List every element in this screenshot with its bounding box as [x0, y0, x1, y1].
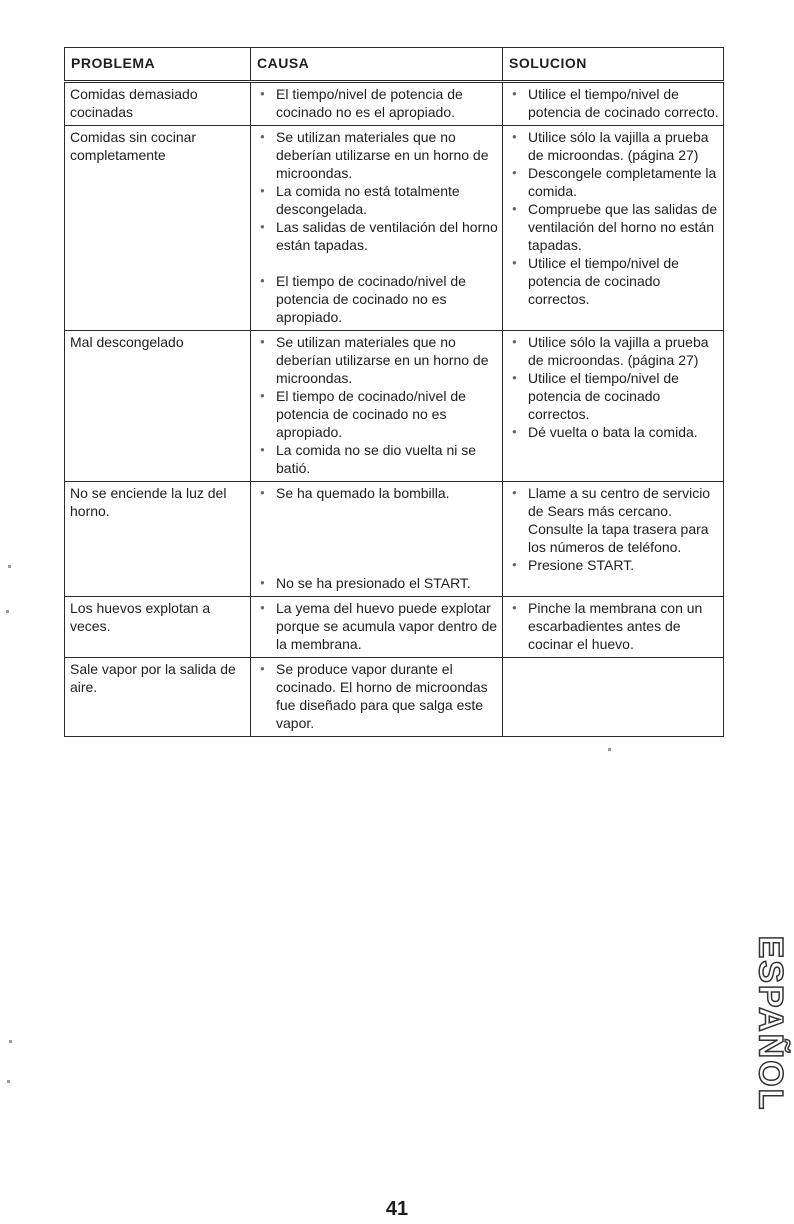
- language-label-text: ESPAÑOL: [751, 935, 790, 1111]
- cause-cell: [251, 82, 503, 126]
- solution-item: ● Dé vuelta o bata la comida.: [508, 423, 719, 441]
- cause-item: ● Se utilizan materiales que no deberían utilizarse en un horno de microondas.: [256, 128, 498, 182]
- solution-item: ● Presione START.: [508, 556, 719, 574]
- table-header-row: [65, 48, 724, 82]
- page-number: 41: [385, 1198, 409, 1220]
- cause-item: ● El tiempo de cocinado/nivel de potencia de cocinado no es apropiado.: [256, 387, 498, 441]
- scan-speck: [9, 1040, 12, 1043]
- header-solucion: SOLUCION: [503, 48, 724, 82]
- solution-cell: [503, 126, 724, 331]
- table-row: [65, 482, 724, 597]
- cause-item: ● Las salidas de ventilación del horno están tapadas.: [256, 218, 498, 254]
- solution-item: ● Descongele completamente la comida.: [508, 164, 719, 200]
- header-causa: CAUSA: [251, 48, 503, 82]
- solution-cell: [503, 331, 724, 482]
- solution-cell-empty: [503, 658, 724, 737]
- cause-item: ● El tiempo de cocinado/nivel de potencia de cocinado no es apropiado.: [256, 272, 498, 326]
- problem-cell: Comidas sin cocinar completamente: [65, 126, 251, 331]
- cause-item: ● No se ha presionado el START.: [256, 574, 498, 592]
- cause-cell: [251, 331, 503, 482]
- cause-item: ● La comida no está totalmente descongelada.: [256, 182, 498, 218]
- cause-cell: [251, 658, 503, 737]
- problem-cell: No se enciende la luz del horno.: [65, 482, 251, 597]
- scan-speck: [8, 565, 11, 568]
- language-side-label: [750, 918, 790, 1128]
- cause-item: ● La comida no se dio vuelta ni se batió.: [256, 441, 498, 477]
- table-row: [65, 126, 724, 331]
- table-row: [65, 331, 724, 482]
- problem-cell: Mal descongelado: [65, 331, 251, 482]
- solution-cell: [503, 482, 724, 597]
- solution-item: ● Pinche la membrana con un escarbadientes antes de cocinar el huevo.: [508, 599, 719, 653]
- solution-item: ● Utilice sólo la vajilla a prueba de microondas. (página 27): [508, 333, 719, 369]
- table-row: [65, 658, 724, 737]
- solution-item: ● Compruebe que las salidas de ventilación del horno no están tapadas.: [508, 200, 719, 254]
- solution-item: ● Utilice el tiempo/nivel de potencia de cocinado correcto.: [508, 85, 719, 121]
- solution-cell: [503, 82, 724, 126]
- cause-item: ● Se ha quemado la bombilla.: [256, 484, 498, 502]
- solution-item: ● Utilice el tiempo/nivel de potencia de cocinado correctos.: [508, 369, 719, 423]
- problem-cell: Sale vapor por la salida de aire.: [65, 658, 251, 737]
- solution-item: ● Utilice sólo la vajilla a prueba de microondas. (página 27): [508, 128, 719, 164]
- cause-cell: [251, 482, 503, 597]
- scan-speck: [608, 748, 611, 751]
- solution-item: ● Llame a su centro de servicio de Sears más cercano. Consulte la tapa trasera para los números de teléfono.: [508, 484, 719, 556]
- solution-cell: [503, 597, 724, 658]
- table-row: [65, 82, 724, 126]
- cause-item: ● El tiempo/nivel de potencia de cocinado no es el apropiado.: [256, 85, 498, 121]
- scan-speck: [7, 1080, 10, 1083]
- cause-cell: [251, 126, 503, 331]
- scan-speck: [6, 610, 9, 613]
- solution-item: ● Utilice el tiempo/nivel de potencia de cocinado correctos.: [508, 254, 719, 308]
- cause-item: ● Se produce vapor durante el cocinado. El horno de microondas fue diseñado para que salga este vapor.: [256, 660, 498, 732]
- cause-item: ● Se utilizan materiales que no deberían utilizarse en un horno de microondas.: [256, 333, 498, 387]
- problem-cell: Comidas demasiado cocinadas: [65, 82, 251, 126]
- problem-cell: Los huevos explotan a veces.: [65, 597, 251, 658]
- table-row: [65, 597, 724, 658]
- troubleshooting-table: [64, 47, 724, 737]
- cause-item: ● La yema del huevo puede explotar porque se acumula vapor dentro de la membrana.: [256, 599, 498, 653]
- cause-cell: [251, 597, 503, 658]
- header-problema: PROBLEMA: [65, 48, 251, 82]
